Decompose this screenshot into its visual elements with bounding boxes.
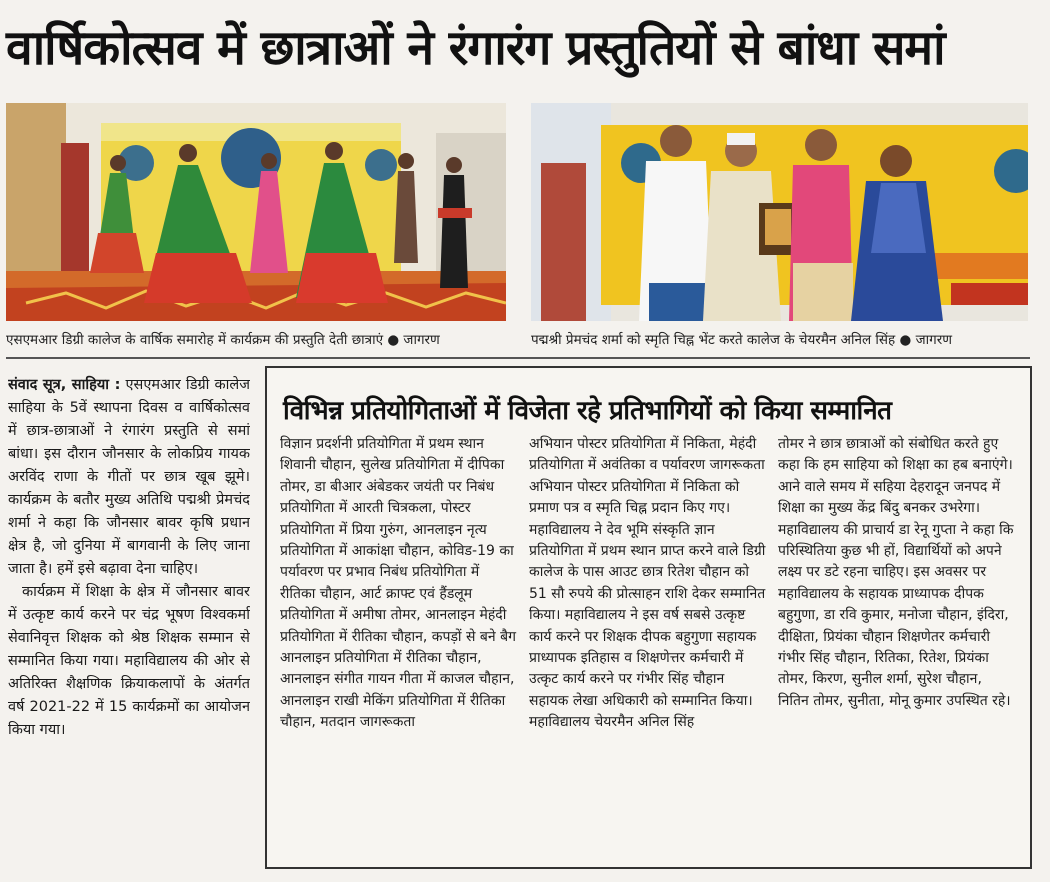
box-column-2-text: अभियान पोस्टर प्रतियोगिता में निकिता, मेहंदी प्रतियोगिता में अवंतिका व पर्यावरण जागरूकता अभियान पोस्टर प्रतियोगिता में निकिता को प्रमाण पत्र व स्मृति चिह्न प्रदान किए गए। महाविद्यालय ने देव भूमि संस्कृति ज्ञान प्रतियोगिता में प्रथम स्थान प्राप्त करने वाले डिग्री कालेज के पास आउट छात्र रितेश चौहान को 51 सौ रुपये की प्रोत्साहन राशि देकर सम्मानित किया। महाविद्यालय ने इस वर्ष सबसे उत्कृष्ट कार्य करने पर शिक्षक दीपक बहुगुणा सहायक प्राध्यापक इतिहास व शिक्षणेत्तर कर्मचारी में उत्कृट कार्य करने पर गंभीर सिंह चौहान सहायक लेखा अधिकारी को सम्मानित किया। महाविद्यालय चेयरमैन अनिल सिंह [529, 436, 766, 731]
photo-caption-2: पद्मश्री प्रेमचंद शर्मा को स्मृति चिह्न भेंट करते कालेज के चेयरमैन अनिल सिंह ● जागरण [531, 332, 952, 348]
box-subheadline: विभिन्न प्रतियोगिताओं में विजेता रहे प्रतिभागियों को किया सम्मानित [283, 396, 892, 426]
sidebar-box [265, 366, 1032, 869]
award-presentation-photo [531, 103, 1028, 321]
lead-text: एसएमआर डिग्री कालेज साहिया के 5वें स्थापना दिवस व वार्षिकोत्सव में छात्र-छात्राओं ने रंगारंग प्रस्तुति से समां बांधा। इस दौरान जौनसार के लोकप्रिय गायक अरविंद राणा के गीतों पर छात्र खूब झूमे। कार्यक्रम के बतौर मुख्य अतिथि पद्मश्री प्रेमचंद शर्मा ने कहा कि जौनसार बावर कृषि प्रधान क्षेत्र है, जो दुनिया में बागवानी के लिए जाना जाता है। हमें इसे बढ़ावा देना चाहिए। [8, 377, 250, 577]
box-column-1-text: विज्ञान प्रदर्शनी प्रतियोगिता में प्रथम स्थान शिवानी चौहान, सुलेख प्रतियोगिता में दीपिका तोमर, डा बीआर अंबेडकर जयंती पर निबंध प्रतियोगिता में आरती चित्रकला, पोस्टर प्रतियोगिता में प्रिया गुरुंग, आनलाइन नृत्य प्रतियोगिता में आकांक्षा चौहान, कोविड-19 का पर्यावरण पर प्रभाव निबंध प्रतियोगिता में रीतिका चौहान, आर्ट क्राफ्ट एवं हैंडलूम प्रतियोगिता में अमीषा तोमर, आनलाइन मेहंदी प्रतियोगिता में रीतिका चौहान, कपड़ों से बने बैग आनलाइन प्रतियोगिता में रीतिका चौहान, आनलाइन संगीत गायन गीता में काजल चौहान, आनलाइन राखी मेकिंग प्रतियोगिता में रीतिका चौहान, मतदान जागरूकता [280, 436, 517, 731]
dance-performance-photo [6, 103, 506, 321]
box-column-3-text: तोमर ने छात्र छात्राओं को संबोधित करते हुए कहा कि हम साहिया को शिक्षा का हब बनाएंगे। आने वाले समय में सहिया देहरादून जनपद में शिक्षा का मुख्य केंद्र बिंदु बनकर उभरेगा। महाविद्यालय की प्राचार्य डा रेनू गुप्ता ने कहा कि परिस्थितिया कुछ भी हों, विद्यार्थियों को अपने लक्ष्य पर डटे रहना चाहिए। इस अवसर पर महाविद्यालय के सहायक प्राध्यापक दीपक बहुगुणा, डा रवि कुमार, मनोजा चौहान, इंदिरा, दीक्षिता, प्रियंका चौहान शिक्षणेतर कर्मचारी गंभीर सिंह चौहान, रितिका, रितेश, प्रियंका तोमर, किरण, सुनील शर्मा, सुरेश चौहान, नितिन तोमर, सुनीता, मोनू कुमार उपस्थित रहे। [778, 436, 1014, 709]
article-lead-paragraph [8, 374, 250, 581]
box-column-2 [529, 434, 766, 862]
box-column-3 [778, 434, 1015, 862]
article-paragraph-2: कार्यक्रम में शिक्षा के क्षेत्र में जौनसार बावर में उत्कृष्ट कार्य करने पर चंद्र भूषण विश्वकर्मा सेवानिवृत्त शिक्षक को श्रेष्ठ शिक्षक सम्मान से सम्मानित किया गया। महाविद्यालय की ओर से अतिरिक्त शैक्षणिक क्रियाकलापों के अंतर्गत वर्ष 2021-22 में 15 कार्यक्रमों का आयोजन किया गया। [8, 584, 250, 738]
section-divider [6, 357, 1030, 359]
box-column-1 [280, 434, 517, 862]
dateline: संवाद सूत्र, साहिया : [8, 377, 121, 393]
article-left-column [8, 374, 250, 874]
headline: वार्षिकोत्सव में छात्राओं ने रंगारंग प्रस्तुतियों से बांधा समां [6, 20, 945, 76]
photo-caption-1: एसएमआर डिग्री कालेज के वार्षिक समारोह में कार्यक्रम की प्रस्तुति देती छात्राएं ● जागरण [6, 332, 440, 348]
